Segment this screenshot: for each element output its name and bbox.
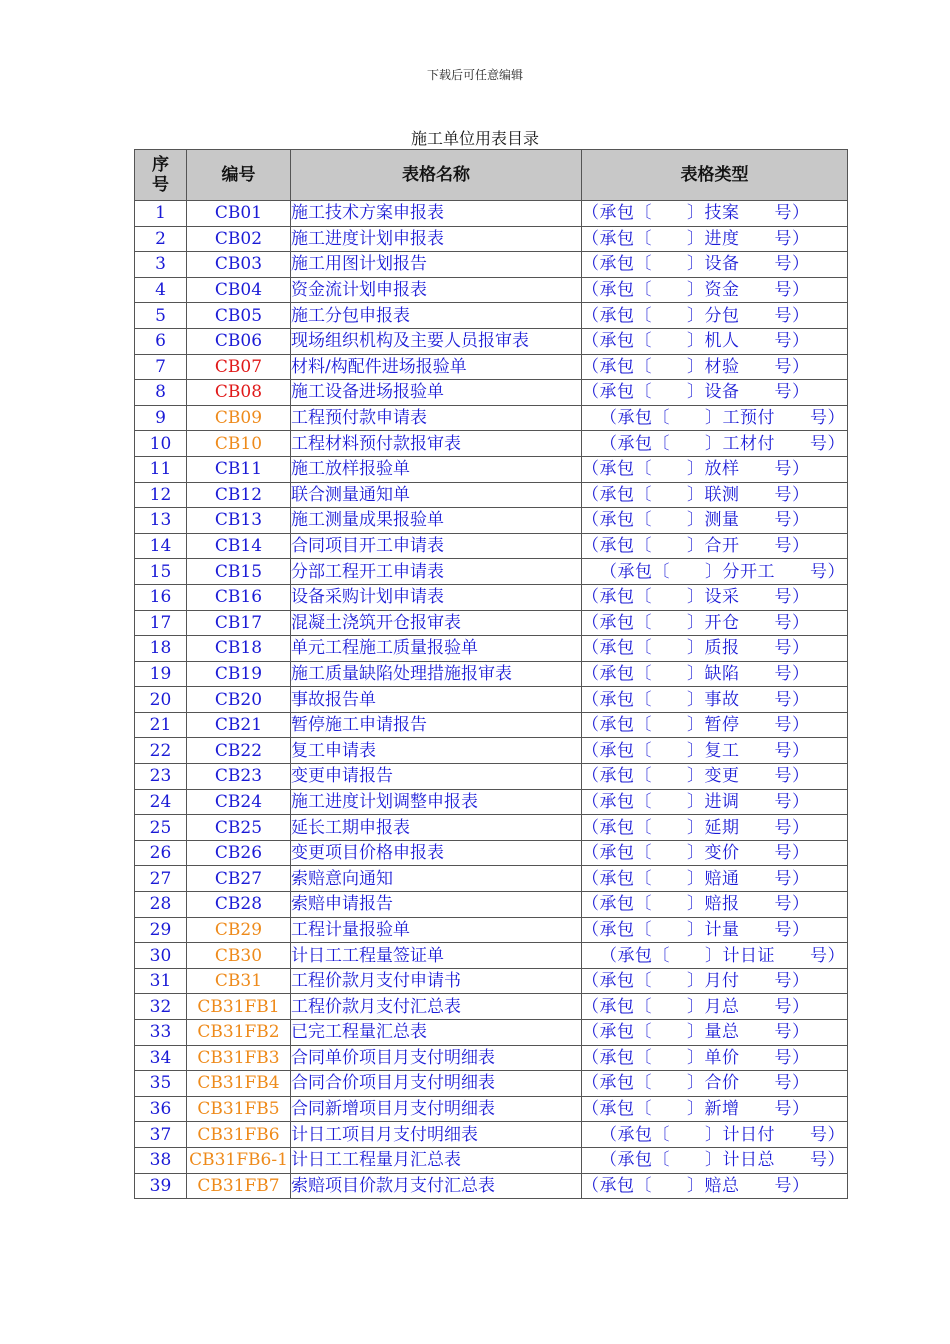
row-form-name: 单元工程施工质量报验单 bbox=[291, 636, 582, 662]
row-form-type: （承包〔 〕新增 号） bbox=[582, 1096, 848, 1122]
row-form-name: 索赔意向通知 bbox=[291, 866, 582, 892]
row-code: CB20 bbox=[187, 687, 291, 713]
row-form-name: 施工进度计划申报表 bbox=[291, 226, 582, 252]
row-code: CB24 bbox=[187, 789, 291, 815]
table-row bbox=[135, 1122, 848, 1148]
row-seq: 18 bbox=[135, 636, 187, 662]
row-seq: 4 bbox=[135, 277, 187, 303]
row-code: CB21 bbox=[187, 712, 291, 738]
table-row bbox=[135, 201, 848, 227]
row-seq: 22 bbox=[135, 738, 187, 764]
row-seq: 19 bbox=[135, 661, 187, 687]
row-form-name: 施工测量成果报验单 bbox=[291, 508, 582, 534]
row-form-name: 索赔项目价款月支付汇总表 bbox=[291, 1173, 582, 1199]
table-header bbox=[135, 150, 848, 201]
table-row bbox=[135, 1173, 848, 1199]
table-row bbox=[135, 559, 848, 585]
row-form-type: （承包〔 〕月总 号） bbox=[582, 994, 848, 1020]
row-form-name: 施工进度计划调整申报表 bbox=[291, 789, 582, 815]
row-form-name: 索赔申请报告 bbox=[291, 892, 582, 918]
row-seq: 6 bbox=[135, 328, 187, 354]
row-form-type: （承包〔 〕事故 号） bbox=[582, 687, 848, 713]
table-row bbox=[135, 456, 848, 482]
row-form-type: （承包〔 〕放样 号） bbox=[582, 456, 848, 482]
row-form-name: 施工用图计划报告 bbox=[291, 252, 582, 278]
row-seq: 33 bbox=[135, 1020, 187, 1046]
row-form-name: 工程价款月支付申请书 bbox=[291, 968, 582, 994]
row-form-type: （承包〔 〕量总 号） bbox=[582, 1020, 848, 1046]
row-seq: 35 bbox=[135, 1071, 187, 1097]
row-code: CB02 bbox=[187, 226, 291, 252]
row-form-type: （承包〔 〕赔总 号） bbox=[582, 1173, 848, 1199]
table-row bbox=[135, 328, 848, 354]
form-catalog-table bbox=[134, 149, 848, 1199]
table-row bbox=[135, 712, 848, 738]
table-row bbox=[135, 1147, 848, 1173]
row-seq: 12 bbox=[135, 482, 187, 508]
row-form-name: 施工质量缺陷处理措施报审表 bbox=[291, 661, 582, 687]
row-code: CB14 bbox=[187, 533, 291, 559]
row-code: CB31FB2 bbox=[187, 1020, 291, 1046]
table-row bbox=[135, 661, 848, 687]
row-seq: 16 bbox=[135, 584, 187, 610]
row-form-type: （承包〔 〕联测 号） bbox=[582, 482, 848, 508]
row-form-name: 分部工程开工申请表 bbox=[291, 559, 582, 585]
row-form-type: （承包〔 〕机人 号） bbox=[582, 328, 848, 354]
table-row bbox=[135, 994, 848, 1020]
row-form-type: （承包〔 〕计日总 号） bbox=[582, 1147, 848, 1173]
row-form-name: 事故报告单 bbox=[291, 687, 582, 713]
row-form-name: 施工技术方案申报表 bbox=[291, 201, 582, 227]
column-header-name: 表格名称 bbox=[291, 150, 582, 201]
row-form-type: （承包〔 〕赔通 号） bbox=[582, 866, 848, 892]
row-seq: 7 bbox=[135, 354, 187, 380]
row-form-name: 已完工程量汇总表 bbox=[291, 1020, 582, 1046]
row-code: CB04 bbox=[187, 277, 291, 303]
row-seq: 5 bbox=[135, 303, 187, 329]
row-seq: 29 bbox=[135, 917, 187, 943]
row-seq: 39 bbox=[135, 1173, 187, 1199]
row-seq: 38 bbox=[135, 1147, 187, 1173]
row-seq: 27 bbox=[135, 866, 187, 892]
row-form-type: （承包〔 〕进度 号） bbox=[582, 226, 848, 252]
row-code: CB13 bbox=[187, 508, 291, 534]
row-form-type: （承包〔 〕技案 号） bbox=[582, 201, 848, 227]
row-seq: 23 bbox=[135, 764, 187, 790]
row-form-type: （承包〔 〕进调 号） bbox=[582, 789, 848, 815]
table-row bbox=[135, 1020, 848, 1046]
table-row bbox=[135, 533, 848, 559]
row-form-type: （承包〔 〕开仓 号） bbox=[582, 610, 848, 636]
table-row bbox=[135, 277, 848, 303]
row-form-name: 计日工工程量月汇总表 bbox=[291, 1147, 582, 1173]
row-code: CB31FB6-1 bbox=[187, 1147, 291, 1173]
table-header-row bbox=[135, 150, 848, 201]
table-row bbox=[135, 917, 848, 943]
row-code: CB23 bbox=[187, 764, 291, 790]
row-form-type: （承包〔 〕工预付 号） bbox=[582, 405, 848, 431]
table-row bbox=[135, 226, 848, 252]
row-form-type: （承包〔 〕合价 号） bbox=[582, 1071, 848, 1097]
row-form-name: 设备采购计划申请表 bbox=[291, 584, 582, 610]
row-form-type: （承包〔 〕单价 号） bbox=[582, 1045, 848, 1071]
row-form-name: 混凝土浇筑开仓报审表 bbox=[291, 610, 582, 636]
row-seq: 10 bbox=[135, 431, 187, 457]
table-row bbox=[135, 687, 848, 713]
row-seq: 37 bbox=[135, 1122, 187, 1148]
row-form-name: 工程计量报验单 bbox=[291, 917, 582, 943]
row-form-name: 合同项目开工申请表 bbox=[291, 533, 582, 559]
row-seq: 26 bbox=[135, 840, 187, 866]
row-form-name: 工程材料预付款报审表 bbox=[291, 431, 582, 457]
row-form-type: （承包〔 〕计量 号） bbox=[582, 917, 848, 943]
row-seq: 11 bbox=[135, 456, 187, 482]
row-form-name: 计日工工程量签证单 bbox=[291, 943, 582, 969]
row-code: CB25 bbox=[187, 815, 291, 841]
row-code: CB09 bbox=[187, 405, 291, 431]
table-row bbox=[135, 636, 848, 662]
row-seq: 32 bbox=[135, 994, 187, 1020]
row-code: CB31FB7 bbox=[187, 1173, 291, 1199]
row-code: CB31FB1 bbox=[187, 994, 291, 1020]
row-code: CB05 bbox=[187, 303, 291, 329]
row-code: CB15 bbox=[187, 559, 291, 585]
row-code: CB12 bbox=[187, 482, 291, 508]
row-form-type: （承包〔 〕设备 号） bbox=[582, 380, 848, 406]
row-form-name: 暂停施工申请报告 bbox=[291, 712, 582, 738]
row-form-name: 施工放样报验单 bbox=[291, 456, 582, 482]
row-code: CB03 bbox=[187, 252, 291, 278]
column-header-seq-line1: 序 bbox=[152, 155, 169, 175]
row-form-type: （承包〔 〕赔报 号） bbox=[582, 892, 848, 918]
row-code: CB31FB4 bbox=[187, 1071, 291, 1097]
row-form-type: （承包〔 〕月付 号） bbox=[582, 968, 848, 994]
table-row bbox=[135, 840, 848, 866]
row-code: CB26 bbox=[187, 840, 291, 866]
table-row bbox=[135, 866, 848, 892]
row-code: CB06 bbox=[187, 328, 291, 354]
column-header-seq-line2: 号 bbox=[152, 175, 169, 195]
row-form-type: （承包〔 〕测量 号） bbox=[582, 508, 848, 534]
row-seq: 31 bbox=[135, 968, 187, 994]
row-seq: 20 bbox=[135, 687, 187, 713]
row-form-name: 施工设备进场报验单 bbox=[291, 380, 582, 406]
row-code: CB31FB3 bbox=[187, 1045, 291, 1071]
row-code: CB31FB6 bbox=[187, 1122, 291, 1148]
row-seq: 21 bbox=[135, 712, 187, 738]
row-seq: 13 bbox=[135, 508, 187, 534]
row-code: CB11 bbox=[187, 456, 291, 482]
table-row bbox=[135, 482, 848, 508]
row-form-name: 工程预付款申请表 bbox=[291, 405, 582, 431]
header-note: 下载后可任意编辑 bbox=[426, 68, 523, 82]
row-code: CB19 bbox=[187, 661, 291, 687]
row-form-type: （承包〔 〕暂停 号） bbox=[582, 712, 848, 738]
table-row bbox=[135, 1045, 848, 1071]
table-row bbox=[135, 431, 848, 457]
row-seq: 8 bbox=[135, 380, 187, 406]
row-code: CB17 bbox=[187, 610, 291, 636]
row-form-name: 施工分包申报表 bbox=[291, 303, 582, 329]
table-row bbox=[135, 354, 848, 380]
row-form-type: （承包〔 〕延期 号） bbox=[582, 815, 848, 841]
row-form-name: 合同合价项目月支付明细表 bbox=[291, 1071, 582, 1097]
table-row bbox=[135, 252, 848, 278]
row-code: CB08 bbox=[187, 380, 291, 406]
row-form-type: （承包〔 〕变更 号） bbox=[582, 764, 848, 790]
table-row bbox=[135, 405, 848, 431]
column-header-type: 表格类型 bbox=[582, 150, 848, 201]
row-form-type: （承包〔 〕资金 号） bbox=[582, 277, 848, 303]
row-seq: 9 bbox=[135, 405, 187, 431]
row-seq: 17 bbox=[135, 610, 187, 636]
row-form-name: 延长工期申报表 bbox=[291, 815, 582, 841]
row-seq: 2 bbox=[135, 226, 187, 252]
column-header-code: 编号 bbox=[187, 150, 291, 201]
table-row bbox=[135, 303, 848, 329]
row-code: CB22 bbox=[187, 738, 291, 764]
row-form-type: （承包〔 〕材验 号） bbox=[582, 354, 848, 380]
row-code: CB10 bbox=[187, 431, 291, 457]
row-seq: 14 bbox=[135, 533, 187, 559]
row-seq: 36 bbox=[135, 1096, 187, 1122]
table-row bbox=[135, 764, 848, 790]
row-seq: 25 bbox=[135, 815, 187, 841]
row-form-type: （承包〔 〕分开工 号） bbox=[582, 559, 848, 585]
row-form-type: （承包〔 〕复工 号） bbox=[582, 738, 848, 764]
row-form-name: 工程价款月支付汇总表 bbox=[291, 994, 582, 1020]
row-form-type: （承包〔 〕缺陷 号） bbox=[582, 661, 848, 687]
row-code: CB30 bbox=[187, 943, 291, 969]
row-code: CB31FB5 bbox=[187, 1096, 291, 1122]
row-code: CB16 bbox=[187, 584, 291, 610]
row-code: CB07 bbox=[187, 354, 291, 380]
table-row bbox=[135, 738, 848, 764]
row-form-name: 复工申请表 bbox=[291, 738, 582, 764]
row-form-name: 合同新增项目月支付明细表 bbox=[291, 1096, 582, 1122]
row-code: CB18 bbox=[187, 636, 291, 662]
row-code: CB27 bbox=[187, 866, 291, 892]
table-row bbox=[135, 1071, 848, 1097]
row-seq: 3 bbox=[135, 252, 187, 278]
table-row bbox=[135, 968, 848, 994]
row-seq: 1 bbox=[135, 201, 187, 227]
row-seq: 28 bbox=[135, 892, 187, 918]
row-seq: 34 bbox=[135, 1045, 187, 1071]
row-form-type: （承包〔 〕工材付 号） bbox=[582, 431, 848, 457]
row-form-type: （承包〔 〕设采 号） bbox=[582, 584, 848, 610]
row-form-name: 变更申请报告 bbox=[291, 764, 582, 790]
row-seq: 24 bbox=[135, 789, 187, 815]
row-form-name: 变更项目价格申报表 bbox=[291, 840, 582, 866]
row-code: CB29 bbox=[187, 917, 291, 943]
row-seq: 15 bbox=[135, 559, 187, 585]
row-form-name: 材料/构配件进场报验单 bbox=[291, 354, 582, 380]
row-code: CB28 bbox=[187, 892, 291, 918]
table-row bbox=[135, 943, 848, 969]
row-form-type: （承包〔 〕质报 号） bbox=[582, 636, 848, 662]
column-header-seq bbox=[135, 150, 187, 201]
table-row bbox=[135, 815, 848, 841]
row-form-type: （承包〔 〕计日证 号） bbox=[582, 943, 848, 969]
row-form-name: 联合测量通知单 bbox=[291, 482, 582, 508]
document-title: 施工单位用表目录 bbox=[410, 129, 539, 148]
table-row bbox=[135, 892, 848, 918]
table-row bbox=[135, 584, 848, 610]
table-row bbox=[135, 508, 848, 534]
row-form-type: （承包〔 〕合开 号） bbox=[582, 533, 848, 559]
row-form-name: 资金流计划申报表 bbox=[291, 277, 582, 303]
row-form-type: （承包〔 〕变价 号） bbox=[582, 840, 848, 866]
table-row bbox=[135, 610, 848, 636]
table-row bbox=[135, 380, 848, 406]
row-form-name: 计日工项目月支付明细表 bbox=[291, 1122, 582, 1148]
row-form-name: 合同单价项目月支付明细表 bbox=[291, 1045, 582, 1071]
row-seq: 30 bbox=[135, 943, 187, 969]
table-row bbox=[135, 1096, 848, 1122]
row-code: CB01 bbox=[187, 201, 291, 227]
row-form-name: 现场组织机构及主要人员报审表 bbox=[291, 328, 582, 354]
table-row bbox=[135, 789, 848, 815]
table-body bbox=[135, 201, 848, 1199]
row-form-type: （承包〔 〕设备 号） bbox=[582, 252, 848, 278]
row-code: CB31 bbox=[187, 968, 291, 994]
row-form-type: （承包〔 〕分包 号） bbox=[582, 303, 848, 329]
row-form-type: （承包〔 〕计日付 号） bbox=[582, 1122, 848, 1148]
